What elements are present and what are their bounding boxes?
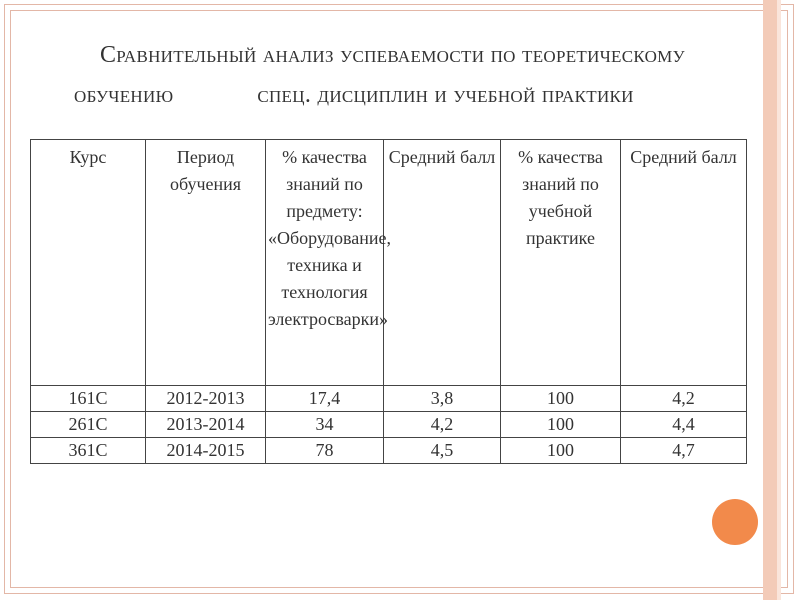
header-practice-average: Средний балл [621,140,747,386]
decorative-stripe-edge [777,0,781,600]
cell-practice-quality: 100 [501,412,621,438]
title-line-2-part-b: спец. дисциплин и учебной практики [257,82,634,108]
decorative-stripe [763,0,777,600]
cell-practice-average: 4,7 [621,438,747,464]
cell-practice-quality: 100 [501,386,621,412]
header-practice-quality: % качества знаний по учебной практике [501,140,621,386]
cell-course: 161С [31,386,146,412]
header-course: Курс [31,140,146,386]
cell-practice-average: 4,4 [621,412,747,438]
cell-theory-average: 4,5 [384,438,501,464]
cell-theory-quality: 34 [266,412,384,438]
title-line-2-part-a: обучению [74,82,174,108]
title-line-2 [74,82,634,109]
cell-period: 2012-2013 [146,386,266,412]
title-line-1: Сравнительный анализ успеваемости по теоретическому [100,42,685,68]
table-row [31,386,747,412]
cell-course: 261С [31,412,146,438]
cell-practice-average: 4,2 [621,386,747,412]
table-header-row [31,140,747,386]
cell-theory-average: 4,2 [384,412,501,438]
cell-practice-quality: 100 [501,438,621,464]
cell-period: 2014-2015 [146,438,266,464]
cell-course: 361С [31,438,146,464]
decorative-circle [712,499,758,545]
header-period: Период обучения [146,140,266,386]
header-theory-quality: % качества знаний по предмету: «Оборудование, техника и технология электросварки» [266,140,384,386]
table-row [31,438,747,464]
header-theory-average: Средний балл [384,140,501,386]
performance-table [30,139,747,464]
cell-theory-average: 3,8 [384,386,501,412]
cell-period: 2013-2014 [146,412,266,438]
table-row [31,412,747,438]
cell-theory-quality: 17,4 [266,386,384,412]
cell-theory-quality: 78 [266,438,384,464]
